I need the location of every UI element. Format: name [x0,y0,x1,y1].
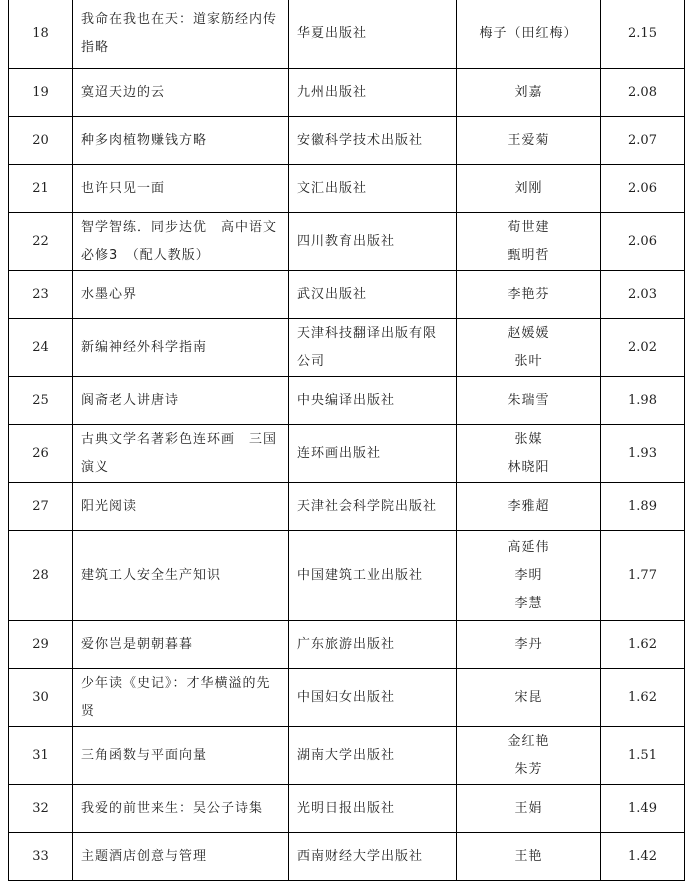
authors-cell [457,213,601,271]
book-title: 阆斋老人讲唐诗 [73,377,289,425]
score: 2.06 [601,213,685,271]
score: 1.51 [601,727,685,785]
score: 2.15 [601,0,685,69]
authors-cell [457,69,601,117]
author-name: 李慧 [514,595,543,611]
author-name: 李丹 [514,636,543,652]
authors-cell [457,531,601,621]
row-number: 18 [9,0,73,69]
author-name: 王爱菊 [507,132,550,148]
authors-cell [457,669,601,727]
publisher: 武汉出版社 [289,271,457,319]
book-title: 我命在我也在天：道家筋经内传指略 [73,0,289,69]
author-name: 李艳芬 [507,286,550,302]
book-title: 爱你岂是朝朝暮暮 [73,621,289,669]
author-name: 李明 [514,567,543,583]
author-name: 李雅超 [507,498,550,514]
publisher: 西南财经大学出版社 [289,833,457,881]
book-title: 主题酒店创意与管理 [73,833,289,881]
authors-cell [457,621,601,669]
table-row [9,271,685,319]
publisher: 广东旅游出版社 [289,621,457,669]
table-row [9,377,685,425]
row-number: 30 [9,669,73,727]
authors-cell [457,727,601,785]
publisher: 文汇出版社 [289,165,457,213]
table-row [9,165,685,213]
table-row [9,833,685,881]
authors-cell [457,117,601,165]
book-title: 三角函数与平面向量 [73,727,289,785]
row-number: 19 [9,69,73,117]
score: 2.07 [601,117,685,165]
authors-cell [457,833,601,881]
authors-cell [457,483,601,531]
author-name: 宋昆 [514,689,543,705]
table-row [9,425,685,483]
author-name: 梅子（田红梅） [479,25,578,41]
table-row [9,483,685,531]
score: 1.62 [601,621,685,669]
row-number: 23 [9,271,73,319]
publisher: 天津社会科学院出版社 [289,483,457,531]
ranking-table [8,0,685,881]
score: 1.62 [601,669,685,727]
score: 1.42 [601,833,685,881]
row-number: 26 [9,425,73,483]
book-title: 寞迢天边的云 [73,69,289,117]
score: 2.03 [601,271,685,319]
publisher: 华夏出版社 [289,0,457,69]
author-name: 荀世建 [507,219,550,235]
row-number: 28 [9,531,73,621]
row-number: 33 [9,833,73,881]
author-name: 王娟 [514,800,543,816]
book-title: 建筑工人安全生产知识 [73,531,289,621]
publisher: 中国妇女出版社 [289,669,457,727]
book-title: 古典文学名著彩色连环画 三国演义 [73,425,289,483]
authors-cell [457,377,601,425]
table-row [9,213,685,271]
book-title: 水墨心界 [73,271,289,319]
ranking-table-body [9,0,685,881]
publisher: 四川教育出版社 [289,213,457,271]
publisher: 九州出版社 [289,69,457,117]
score: 1.77 [601,531,685,621]
table-row [9,785,685,833]
author-name: 金红艳 [507,733,550,749]
table-row [9,69,685,117]
score: 2.08 [601,69,685,117]
author-name: 刘嘉 [514,84,543,100]
score: 1.49 [601,785,685,833]
row-number: 25 [9,377,73,425]
authors-cell [457,319,601,377]
authors-cell [457,165,601,213]
score: 1.89 [601,483,685,531]
score: 1.93 [601,425,685,483]
score: 2.02 [601,319,685,377]
book-title: 也许只见一面 [73,165,289,213]
table-row [9,669,685,727]
row-number: 21 [9,165,73,213]
publisher: 连环画出版社 [289,425,457,483]
author-name: 甄明哲 [507,247,550,263]
publisher: 天津科技翻译出版有限公司 [289,319,457,377]
score: 1.98 [601,377,685,425]
table-row [9,117,685,165]
publisher: 光明日报出版社 [289,785,457,833]
table-row [9,621,685,669]
publisher: 安徽科学技术出版社 [289,117,457,165]
book-title: 种多肉植物赚钱方略 [73,117,289,165]
score: 2.06 [601,165,685,213]
author-name: 林晓阳 [507,459,550,475]
authors-cell [457,271,601,319]
authors-cell [457,785,601,833]
row-number: 24 [9,319,73,377]
authors-cell [457,425,601,483]
author-name: 朱瑞雪 [507,392,550,408]
table-row [9,0,685,69]
publisher: 中央编译出版社 [289,377,457,425]
author-name: 王艳 [514,848,543,864]
publisher: 湖南大学出版社 [289,727,457,785]
author-name: 朱芳 [514,761,543,777]
author-name: 刘刚 [514,180,543,196]
row-number: 20 [9,117,73,165]
authors-cell [457,0,601,69]
book-title: 我爱的前世来生：吴公子诗集 [73,785,289,833]
book-title: 阳光阅读 [73,483,289,531]
publisher: 中国建筑工业出版社 [289,531,457,621]
row-number: 32 [9,785,73,833]
row-number: 29 [9,621,73,669]
book-title: 新编神经外科学指南 [73,319,289,377]
row-number: 31 [9,727,73,785]
author-name: 赵媛媛 [507,325,550,341]
table-row [9,727,685,785]
author-name: 张媒 [514,431,543,447]
row-number: 27 [9,483,73,531]
table-row [9,531,685,621]
book-title: 智学智练．同步达优 高中语文必修3 （配人教版） [73,213,289,271]
row-number: 22 [9,213,73,271]
book-title: 少年读《史记》：才华横溢的先贤 [73,669,289,727]
table-row [9,319,685,377]
author-name: 张叶 [514,353,543,369]
author-name: 高延伟 [507,539,550,555]
